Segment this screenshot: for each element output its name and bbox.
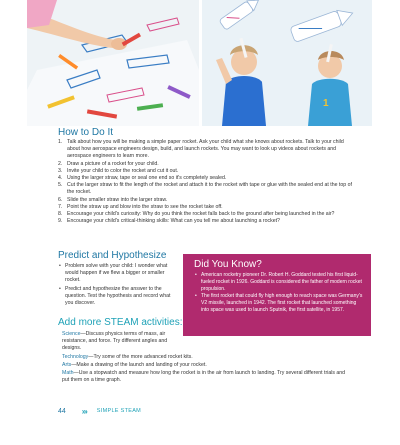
how-to-steps xyxy=(58,139,358,225)
photo-strip xyxy=(27,0,372,126)
did-you-know-facts xyxy=(195,272,365,315)
svg-text:1: 1 xyxy=(323,98,329,109)
step-item xyxy=(58,218,358,225)
predict-heading: Predict and Hypothesize xyxy=(58,250,167,261)
steam-term: Science xyxy=(62,331,81,337)
step-item xyxy=(58,182,358,196)
step-number: 8. xyxy=(58,211,63,218)
steam-term: Math xyxy=(62,370,74,377)
predict-list xyxy=(58,263,178,308)
steam-activities xyxy=(62,331,352,385)
step-number: 3. xyxy=(58,167,63,174)
fact-item: • The first rocket that could fly high enough to reach space was Germany's V2 missile, launched in 1942. The first rocket that launched something into space was used to launch Sputnik, the first satellite, in 1957. xyxy=(195,293,365,313)
steam-heading: Add more STEAM activities: xyxy=(58,317,183,328)
steam-term: Arts xyxy=(62,361,72,368)
step-item xyxy=(58,168,358,175)
photo-children-launching-illustration xyxy=(202,0,372,126)
step-number: 4. xyxy=(58,175,63,182)
step-number: 1. xyxy=(58,139,63,145)
steam-text: —Make a drawing of the launch and landing of your rocket. xyxy=(71,361,207,368)
book-title: SIMPLE STEAM xyxy=(96,408,142,414)
step-item xyxy=(58,175,358,182)
predict-item: • Problem solve with your child: I wonder what would happen if we flew a bigger or smaller rocket. xyxy=(58,263,178,285)
steam-item-technology xyxy=(62,354,352,361)
step-number: 9. xyxy=(58,218,63,225)
step-number: 5. xyxy=(58,182,63,189)
chevron-right-icon: ››› xyxy=(81,406,87,416)
step-text: Encourage your child's critical-thinking skills: What can you tell me about launching a rocket? xyxy=(67,218,280,225)
predict-item: • Predict and hypothesize the answer to the question. Test the hypothesis and record what you discover. xyxy=(58,286,178,308)
step-text: Encourage your child's curiosity: Why do you think the rocket falls back to the ground after being launched in the air? xyxy=(67,211,335,218)
steam-item-arts xyxy=(62,362,352,369)
page-number: 44 xyxy=(58,407,66,415)
step-text: Cut the larger straw to fit the length of the rocket and attach it to the rocket with tape or glue with the sealed end at the top of the rocket. xyxy=(67,182,352,196)
step-text: Talk about how you will be making a simple paper rocket. Ask your child what she knows about rockets. Talk to your child about how aerospace engineers design, build, and launch rockets. You may want to look up videos about rockets and aerospace engineers to learn more. xyxy=(67,139,344,160)
steam-item-science xyxy=(62,331,174,353)
step-item xyxy=(58,197,358,204)
did-you-know-box xyxy=(183,254,371,336)
did-you-know-heading: Did You Know? xyxy=(194,259,262,270)
photo-child-drawing-illustration xyxy=(27,0,199,126)
step-number: 2. xyxy=(58,160,63,167)
step-number: 6. xyxy=(58,196,63,203)
step-number: 7. xyxy=(58,203,63,210)
steam-term: Technology xyxy=(62,353,89,360)
steam-text: —Try some of the more advanced rocket kits. xyxy=(88,353,193,360)
how-to-heading: How to Do It xyxy=(58,127,114,138)
step-item xyxy=(58,211,358,218)
step-text: Using the larger straw, tape or seal one end so it's completely sealed. xyxy=(67,175,227,182)
photo-child-drawing xyxy=(27,0,199,126)
step-text: Slide the smaller straw into the larger straw. xyxy=(67,196,168,203)
step-text: Point the straw up and blow into the straw to see the rocket take off. xyxy=(67,203,223,210)
steam-item-math xyxy=(62,370,352,384)
step-item xyxy=(58,204,358,211)
fact-item: • American rocketry pioneer Dr. Robert H. Goddard tested his first liquid-fueled rocket in 1926. Goddard is considered the father of modern rocket propulsion. xyxy=(195,272,365,292)
steam-text: —Discuss physics terms of mass, air resistance, and force. Try different angles and designs. xyxy=(62,331,168,352)
steam-text: —Use a stopwatch and measure how long the rocket is in the air from launch to landing. Try several different trials and put them on a time graph. xyxy=(62,370,346,384)
page-footer xyxy=(58,405,141,417)
step-item xyxy=(58,139,358,161)
step-item xyxy=(58,161,358,168)
photo-children-launching xyxy=(202,0,372,126)
step-text: Invite your child to color the rocket and cut it out. xyxy=(67,167,179,174)
step-text: Draw a picture of a rocket for your child. xyxy=(67,160,159,167)
